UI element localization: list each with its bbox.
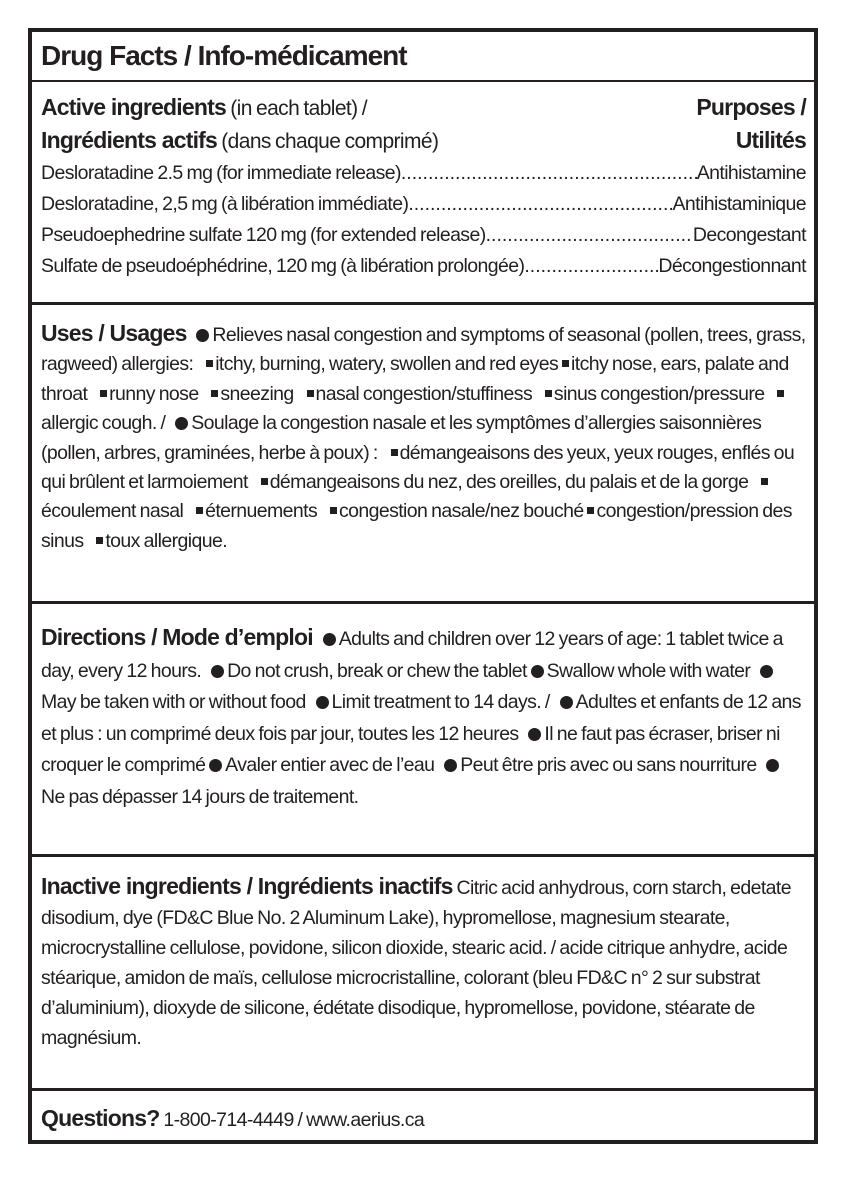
bullet-icon — [531, 665, 544, 678]
square-bullet-icon — [330, 507, 337, 514]
uses-heading: Uses / Usages — [41, 320, 187, 346]
bullet-icon — [211, 665, 224, 678]
panel-title: Drug Facts / Info-médicament — [41, 40, 407, 71]
active-heading-en: Active ingredients — [41, 94, 226, 120]
square-bullet-icon — [562, 360, 569, 367]
bullet-icon — [444, 759, 457, 772]
square-bullet-icon — [261, 478, 268, 485]
questions-heading: Questions? — [41, 1105, 160, 1131]
active-ingredients-section — [32, 82, 814, 305]
square-bullet-icon — [587, 507, 594, 514]
square-bullet-icon — [777, 390, 784, 397]
active-heading-fr: Ingrédients actifs — [41, 127, 218, 153]
directions-heading: Directions / Mode d’emploi — [41, 624, 313, 650]
active-row: Desloratadine, 2,5 mg (à libération immédiate) ..... Antihistaminique — [41, 189, 806, 220]
square-bullet-icon — [96, 537, 103, 544]
uses-text: Uses / Usages Relieves nasal congestion and symptoms of seasonal (pollen, trees, grass, ragweed) allergies: itchy, burning, watery, swollen and red eyes itchy nose, ears, palate and throat runny nose sneezing nasal congestion/stuffiness sinus congestion/pressure allergic cough. / Soulage la congestion nasale et les symptômes d’allergies saisonnières (pollen, arbres, graminées, herbe à poux) : démangeaisons des yeux, yeux rouges, enflés ou qui brûlent et larmoiement démangeaisons du nez, des oreilles, du palais et de la gorge écoulement nasal éternuements congestion nasale/nez bouché congestion/pression des sinus toux allergique. — [41, 320, 806, 552]
bullet-icon — [209, 759, 222, 772]
square-bullet-icon — [545, 390, 552, 397]
directions-section — [32, 604, 814, 857]
active-heading-en-rest: (in each tablet) / — [226, 97, 368, 120]
active-row: Desloratadine 2.5 mg (for immediate release) ..... Antihistamine — [41, 158, 806, 189]
directions-text: Directions / Mode d’emploi Adults and children over 12 years of age: 1 tablet twice a day, every 12 hours. Do not crush, break or chew the tablet Swallow whole with water May be taken with or without food Limit treatment to 14 days. / Adultes et enfants de 12 ans et plus : un comprimé deux fois par jour, toutes les 12 heures Il ne faut pas écraser, briser ni croquer le comprimé Avaler entier avec de l’eau Peut être pris avec ou sans nourriture Ne pas dépasser 14 jours de traitement. — [41, 624, 801, 808]
inactive-ingredients-list: Citric acid anhydrous, corn starch, edetate disodium, dye (FD&C Blue No. 2 Aluminum Lake), hypromellose, magnesium stearate, microcrystalline cellulose, povidone, silicon dioxide, stearic acid. / acide citrique anhydre, acide stéarique, amidon de maïs, cellulose microcristalline, colorant (bleu FD&C n° 2 sur substrat d’aluminium), dioxyde de silicone, édétate disodique, hypromellose, povidone, stéarate de magnésium. — [41, 877, 791, 1049]
bullet-icon — [760, 665, 773, 678]
questions-section — [32, 1091, 814, 1144]
active-row: Pseudoephedrine sulfate 120 mg (for extended release) ..... Decongestant — [41, 220, 806, 251]
questions-contact: 1-800-714-4449 / www.aerius.ca — [163, 1109, 425, 1131]
square-bullet-icon — [761, 478, 768, 485]
bullet-icon — [323, 633, 336, 646]
inactive-ingredients-section — [32, 857, 814, 1091]
square-bullet-icon — [100, 390, 107, 397]
utilites-heading: Utilités — [735, 127, 806, 153]
drug-facts-panel — [28, 28, 818, 1144]
bullet-icon — [316, 696, 329, 709]
square-bullet-icon — [211, 390, 218, 397]
uses-section — [32, 305, 814, 604]
square-bullet-icon — [196, 507, 203, 514]
bullet-icon — [766, 759, 779, 772]
bullet-icon — [175, 417, 188, 430]
purposes-heading: Purposes / — [696, 94, 806, 120]
bullet-icon — [528, 728, 541, 741]
square-bullet-icon — [206, 360, 213, 367]
active-heading-fr-rest: (dans chaque comprimé) — [217, 130, 439, 153]
active-row: Sulfate de pseudoéphédrine, 120 mg (à libération prolongée) ..... Décongestionnant — [41, 251, 806, 282]
bullet-icon — [196, 329, 209, 342]
square-bullet-icon — [307, 390, 314, 397]
inactive-text — [41, 871, 806, 1053]
drug-facts-header — [32, 32, 814, 82]
square-bullet-icon — [391, 449, 398, 456]
inactive-heading: Inactive ingredients / Ingrédients inactifs — [41, 873, 453, 899]
bullet-icon — [560, 696, 573, 709]
